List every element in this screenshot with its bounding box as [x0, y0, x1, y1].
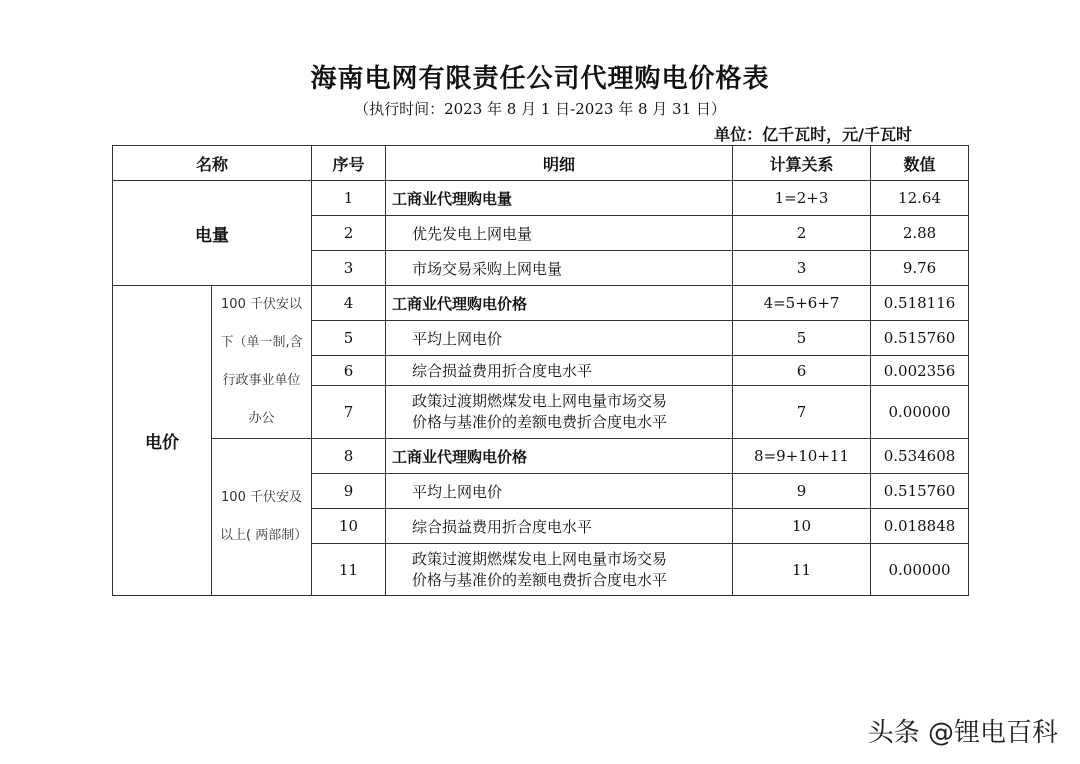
row-detail [386, 386, 733, 439]
column-header-value: 数值 [871, 146, 969, 181]
row-detail [386, 544, 733, 596]
row-value: 0.518116 [871, 286, 969, 321]
row-detail-line: 价格与基准价的差额电费折合度电水平 [412, 413, 668, 431]
row-no: 6 [312, 356, 386, 386]
row-value: 0.515760 [871, 474, 969, 509]
execution-period: （执行时间：2023 年 8 月 1 日-2023 年 8 月 31 日） [354, 100, 726, 118]
row-detail: 优先发电上网电量 [386, 216, 733, 251]
row-formula: 1=2+3 [733, 181, 871, 216]
row-formula: 3 [733, 251, 871, 286]
row-no: 10 [312, 509, 386, 544]
row-detail: 平均上网电价 [386, 474, 733, 509]
row-value: 0.534608 [871, 439, 969, 474]
table-row [113, 286, 969, 321]
row-no: 2 [312, 216, 386, 251]
row-no: 1 [312, 181, 386, 216]
row-no: 4 [312, 286, 386, 321]
row-detail: 综合损益费用折合度电水平 [386, 356, 733, 386]
row-no: 5 [312, 321, 386, 356]
column-header-detail: 明细 [386, 146, 733, 181]
price-table [112, 145, 969, 596]
row-value: 0.515760 [871, 321, 969, 356]
column-header-formula: 计算关系 [733, 146, 871, 181]
row-detail: 平均上网电价 [386, 321, 733, 356]
row-formula: 4=5+6+7 [733, 286, 871, 321]
row-formula: 9 [733, 474, 871, 509]
row-detail-line: 政策过渡期燃煤发电上网电量市场交易 [412, 549, 668, 568]
row-no: 8 [312, 439, 386, 474]
document-title: 海南电网有限责任公司代理购电价格表 [310, 64, 770, 94]
row-value: 2.88 [871, 216, 969, 251]
row-detail: 工商业代理购电价格 [386, 286, 733, 321]
row-detail-line: 价格与基准价的差额电费折合度电水平 [412, 570, 668, 589]
table-row [113, 439, 969, 474]
group-single-part: 100 千伏安以下（单一制,含行政事业单位办公 [212, 286, 312, 439]
row-detail-line: 政策过渡期燃煤发电上网电量市场交易 [412, 392, 668, 410]
row-value: 0.002356 [871, 356, 969, 386]
column-header-name: 名称 [113, 146, 312, 181]
watermark: 头条 @锂电百科 [867, 718, 1058, 748]
row-value: 0.018848 [871, 509, 969, 544]
row-no: 11 [312, 544, 386, 596]
row-no: 7 [312, 386, 386, 439]
row-formula: 11 [733, 544, 871, 596]
category-price: 电价 [113, 286, 212, 596]
group-two-part: 100 千伏安及以上( 两部制） [212, 439, 312, 596]
row-detail: 市场交易采购上网电量 [386, 251, 733, 286]
row-value: 0.00000 [871, 386, 969, 439]
row-formula: 5 [733, 321, 871, 356]
row-value: 0.00000 [871, 544, 969, 596]
row-detail: 工商业代理购电量 [386, 181, 733, 216]
row-formula: 7 [733, 386, 871, 439]
row-formula: 6 [733, 356, 871, 386]
row-formula: 2 [733, 216, 871, 251]
table-header-row [113, 146, 969, 181]
row-formula: 8=9+10+11 [733, 439, 871, 474]
row-detail: 综合损益费用折合度电水平 [386, 509, 733, 544]
table-row [113, 181, 969, 216]
row-value: 12.64 [871, 181, 969, 216]
row-formula: 10 [733, 509, 871, 544]
category-energy: 电量 [113, 181, 312, 286]
row-detail: 工商业代理购电价格 [386, 439, 733, 474]
row-no: 9 [312, 474, 386, 509]
row-no: 3 [312, 251, 386, 286]
row-value: 9.76 [871, 251, 969, 286]
unit-note: 单位：亿千瓦时，元/千瓦时 [714, 125, 912, 144]
column-header-no: 序号 [312, 146, 386, 181]
